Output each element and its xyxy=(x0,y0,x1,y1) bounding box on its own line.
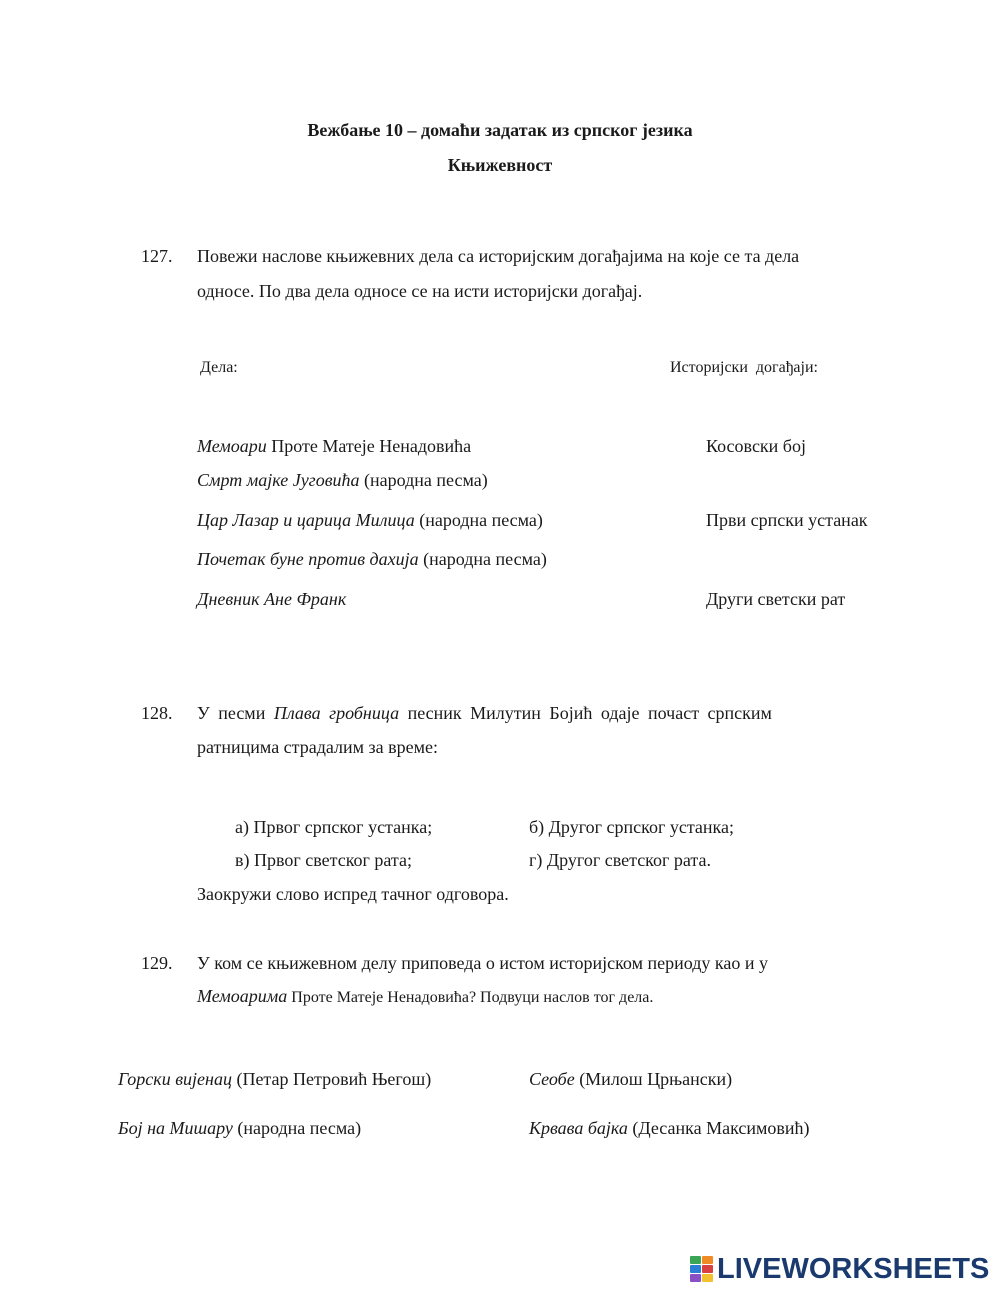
work-item[interactable] xyxy=(197,549,547,570)
work-title: Смрт мајке Југовића xyxy=(197,470,360,490)
question-129-number: 129. xyxy=(141,953,173,973)
choice-item[interactable] xyxy=(118,1118,361,1139)
question-129-rest: Проте Матеје Ненадовића? Подвуци наслов тог дела. xyxy=(287,989,654,1006)
work-item[interactable] xyxy=(197,470,488,491)
work-item[interactable] xyxy=(197,589,346,610)
liveworksheets-logo xyxy=(690,1252,989,1286)
work-title: Цар Лазар и царица Милица xyxy=(197,510,415,530)
choice-author: (Десанка Максимовић) xyxy=(627,1118,810,1138)
answer-option-a[interactable]: а) Првог српског устанка; xyxy=(235,817,433,837)
question-129-text-line2 xyxy=(197,986,653,1007)
question-129-text-line1: У ком се књижевном делу приповеда о истом историјском периоду као и у xyxy=(197,953,768,973)
work-detail: (народна песма) xyxy=(359,470,488,490)
logo-grid-icon xyxy=(690,1256,713,1282)
choice-author: (Петар Петровић Његош) xyxy=(231,1069,432,1089)
choice-item[interactable] xyxy=(529,1069,732,1090)
answer-option-g[interactable]: г) Другог светског рата. xyxy=(529,850,711,870)
question-128-text-line2: ратницима страдалим за време: xyxy=(197,737,439,757)
question-128-instruction: Заокружи слово испред тачног одговора. xyxy=(197,884,509,904)
logo-text: LIVEWORKSHEETS xyxy=(717,1252,990,1285)
question-127-text-line1: Повежи наслове књижевних дела са историјским догађајима на које се та дела xyxy=(197,246,800,266)
question-128-pre: У песми xyxy=(197,703,274,723)
question-128-post: песник Милутин Бојић одаје почаст српским xyxy=(399,703,772,723)
work-detail: (народна песма) xyxy=(418,549,547,569)
event-item[interactable]: Косовски бој xyxy=(706,436,806,456)
works-label: Дела: xyxy=(200,359,238,376)
events-label: Историјски догађаји: xyxy=(670,359,818,376)
work-title: Почетак буне против дахија xyxy=(197,549,419,569)
work-item[interactable] xyxy=(197,436,471,457)
work-detail: (народна песма) xyxy=(414,510,543,530)
question-128-number: 128. xyxy=(141,703,173,723)
event-item[interactable]: Други светски рат xyxy=(706,589,846,609)
choice-title: Крвава бајка xyxy=(529,1118,628,1138)
choice-author: (Милош Црњански) xyxy=(574,1069,733,1089)
question-127-text-line2: односе. По два дела односе се на исти историјски догађај. xyxy=(197,281,643,301)
work-detail: Проте Матеје Ненадовића xyxy=(266,436,472,456)
work-title: Дневник Ане Франк xyxy=(197,589,347,609)
choice-item[interactable] xyxy=(529,1118,810,1139)
question-127-number: 127. xyxy=(141,246,173,266)
choice-author: (народна песма) xyxy=(232,1118,362,1138)
choice-item[interactable] xyxy=(118,1069,431,1090)
poem-title: Плава гробница xyxy=(273,703,400,723)
choice-title: Горски вијенац xyxy=(118,1069,232,1089)
memoirs-title: Мемоарима xyxy=(197,986,288,1006)
work-title: Мемоари xyxy=(197,436,267,456)
question-128-text-line1 xyxy=(197,703,772,724)
event-item[interactable]: Први српски устанак xyxy=(706,510,868,530)
answer-option-v[interactable]: в) Првог светског рата; xyxy=(235,850,413,870)
page-title: Вежбање 10 – домаћи задатак из српског језика xyxy=(307,120,693,140)
choice-title: Бој на Мишару xyxy=(118,1118,233,1138)
page-subtitle: Књижевност xyxy=(447,155,553,175)
choice-title: Сеобе xyxy=(529,1069,575,1089)
answer-option-b[interactable]: б) Другог српског устанка; xyxy=(529,817,734,837)
work-item[interactable] xyxy=(197,510,543,531)
